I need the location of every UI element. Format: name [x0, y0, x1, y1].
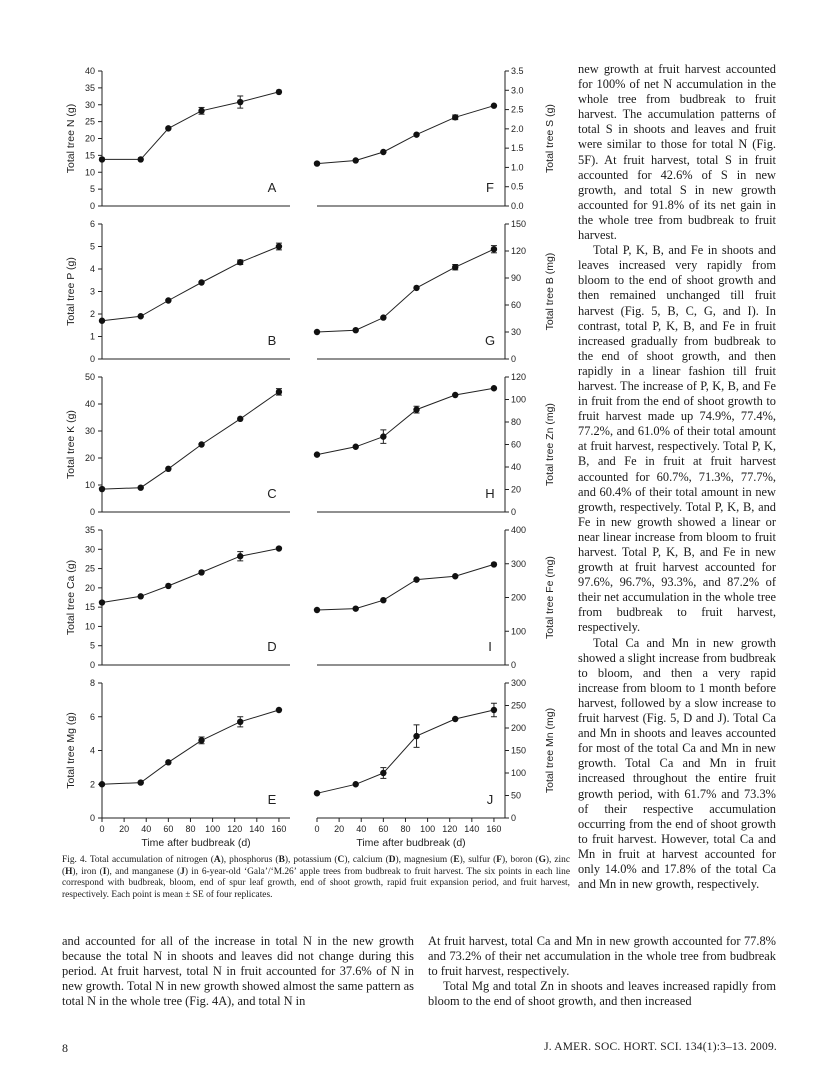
y-tick-label: 300	[511, 558, 527, 569]
y-tick-label: 30	[511, 327, 522, 337]
y-tick-label: 5	[89, 640, 95, 651]
series-line	[102, 92, 279, 159]
y-tick-label: 1	[89, 331, 95, 342]
y-tick-label: 100	[511, 394, 527, 405]
panel-letter: I	[488, 639, 492, 654]
y-tick-label: 1.0	[511, 162, 524, 173]
series-line	[102, 549, 279, 603]
panel-G	[314, 219, 556, 364]
data-point	[237, 553, 243, 559]
y-tick-label: 35	[84, 525, 95, 535]
y-tick-label: 25	[84, 563, 95, 574]
y-tick-label: 90	[511, 273, 522, 283]
x-tick-label: 140	[464, 824, 480, 834]
x-tick-label: 80	[185, 824, 196, 834]
data-point	[491, 561, 497, 567]
data-point	[314, 607, 320, 613]
data-point	[380, 433, 386, 439]
x-tick-label: 40	[356, 824, 367, 834]
y-tick-label: 30	[84, 426, 95, 436]
series-line	[317, 564, 494, 610]
y-tick-label: 30	[84, 544, 95, 555]
y-tick-label: 120	[511, 372, 527, 382]
data-point	[353, 327, 359, 333]
x-tick-label: 80	[400, 824, 411, 834]
data-point	[491, 385, 497, 391]
panel-A	[65, 66, 290, 211]
data-point	[353, 781, 359, 787]
data-point	[198, 737, 204, 743]
y-tick-label: 1.5	[511, 143, 524, 154]
paragraph: At fruit harvest, total Ca and Mn in new growth accounted for 77.8% and 73.2% of their net accumulation in the whole tree from budbreak to fruit harvest, respectively.	[428, 934, 776, 979]
bottom-left-text	[62, 934, 414, 1009]
x-tick-label: 40	[141, 824, 152, 834]
y-tick-label: 40	[84, 399, 95, 409]
data-point	[198, 279, 204, 285]
y-tick-label: 3	[89, 286, 95, 297]
x-tick-label: 100	[205, 824, 221, 834]
y-tick-label: 150	[511, 219, 527, 229]
data-point	[380, 314, 386, 320]
data-point	[353, 444, 359, 450]
y-tick-label: 0	[89, 660, 95, 670]
y-tick-label: 0	[89, 354, 95, 364]
data-point	[380, 770, 386, 776]
paragraph: Total P, K, B, and Fe in shoots and leaves increased very rapidly from bloom to the end of shoot growth and then remained unchanged till fruit harvest (Fig. 5, B, C, G, and I). In contrast, total P, K, B, and Fe in fruit increased gradually from budbreak to the end of shoot growth, and then rapidly in a linear fashion till fruit harvest. The increase of P, K, B, and Fe in fruit from the end of shoot growth to fruit harvest made up 74.9%, 77.4%, 77.2%, and 61.0% of their total amount at fruit harvest, respectively. Total P, K, B, and Fe in fruit at fruit harvest accounted for 60.7%, 71.3%, 77.7%, and 60.4% of their total amount in new growth, respectively. Total P, K, B, and Fe in new growth showed a linear or near linear increase from bloom to fruit harvest. Total P, K, B, and Fe in new growth at fruit harvest accounted for 97.6%, 96.7%, 93.3%, and 87.2% of their net accumulation in the whole tree from budbreak to fruit harvest, respectively.	[578, 243, 776, 635]
y-tick-label: 2	[89, 309, 95, 319]
data-point	[237, 259, 243, 265]
right-text-column	[578, 62, 776, 892]
y-tick-label: 20	[511, 484, 522, 495]
panel-J	[314, 678, 556, 849]
y-tick-label: 250	[511, 700, 527, 711]
data-point	[99, 318, 105, 324]
y-tick-label: 10	[84, 621, 95, 632]
y-tick-label: 40	[511, 462, 522, 472]
data-point	[165, 759, 171, 765]
paragraph: new growth at fruit harvest accounted for 100% of net N accumulation in the whole tree from budbreak to fruit harvest. The accumulation patterns of total S in shoots and leaves and fruit were similar to those for total N (Fig. 5F). At fruit harvest, total S in fruit accounted for 42.6% of S in new growth, and total S in new growth accounted for 91.8% of its net gain in the whole tree from budbreak to fruit harvest.	[578, 62, 776, 243]
y-tick-label: 50	[511, 790, 522, 801]
x-tick-label: 120	[227, 824, 243, 834]
y-tick-label: 100	[511, 626, 527, 637]
data-point	[99, 486, 105, 492]
data-point	[413, 406, 419, 412]
x-tick-label: 160	[486, 824, 502, 834]
y-tick-label: 300	[511, 678, 527, 688]
x-tick-label: 0	[99, 824, 105, 834]
journal-citation: J. AMER. SOC. HORT. SCI. 134(1):3–13. 2009.	[544, 1041, 777, 1053]
x-tick-label: 20	[119, 824, 130, 834]
y-tick-label: 120	[511, 246, 527, 256]
x-tick-label: 20	[334, 824, 345, 834]
y-axis-label: Total tree Mn (mg)	[544, 707, 556, 794]
data-point	[237, 719, 243, 725]
y-tick-label: 15	[84, 602, 95, 613]
y-tick-label: 30	[84, 99, 95, 110]
data-point	[380, 149, 386, 155]
data-point	[198, 108, 204, 114]
y-axis-label: Total tree K (g)	[65, 410, 77, 479]
panel-I	[314, 525, 556, 670]
panel-E	[65, 678, 290, 849]
panel-D	[65, 525, 290, 670]
data-point	[413, 131, 419, 137]
x-tick-label: 60	[163, 824, 174, 834]
series-line	[317, 710, 494, 793]
data-point	[413, 576, 419, 582]
y-tick-label: 80	[511, 417, 522, 427]
y-tick-label: 200	[511, 592, 527, 603]
y-tick-label: 0	[511, 813, 517, 823]
x-tick-label: 140	[249, 824, 265, 834]
x-tick-label: 100	[420, 824, 436, 834]
y-tick-label: 60	[511, 300, 522, 310]
y-tick-label: 400	[511, 525, 527, 535]
y-axis-label: Total tree Zn (mg)	[544, 403, 556, 486]
y-tick-label: 0	[89, 813, 95, 823]
data-point	[452, 573, 458, 579]
figure-caption: Fig. 4. Total accumulation of nitrogen (A), phosphorus (B), potassium (C), calcium (D), magnesium (E), sulfur (F), boron (G), zinc (H), iron (I), and manganese (J) in 6-year-old ‘Gala’/‘M.26’ apple trees from budbreak to fruit harvest. The six points in each line correspond with budbreak, bloom, end of spur leaf growth, end of shoot growth, rapid fruit expansion period, and fruit harvest, respectively. Each point is mean ± SE of four replicates.	[62, 855, 570, 900]
y-tick-label: 25	[84, 116, 95, 127]
data-point	[138, 485, 144, 491]
paragraph: and accounted for all of the increase in total N in the new growth because the total N in shoots and leaves did not change during this period. At fruit harvest, total N in fruit accounted for 37.6% of N in new growth. Total N in new growth showed almost the same pattern as total N in the whole tree (Fig. 4A), and total N in	[62, 934, 414, 1009]
panel-F	[314, 66, 556, 211]
data-point	[165, 125, 171, 131]
paragraph: Total Ca and Mn in new growth showed a slight increase from budbreak to bloom, and then a very rapid increase from bloom to 1 month before harvest, followed by a slow increase to fruit harvest (Fig. 5, D and J). Total Ca and Mn in shoots and leaves accounted for most of the total Ca and Mn in new growth. Total Ca and Mn in fruit increased throughout the entire fruit growth period, with 61.7% and 73.3% of their respective accumulation occurring from the end of shoot growth to fruit harvest. However, total Ca and Mn in fruit at harvest accounted for only 14.0% and 17.8% of the total Ca and Mn in new growth, respectively.	[578, 635, 776, 892]
y-tick-label: 6	[89, 219, 95, 229]
data-point	[491, 103, 497, 109]
panel-letter: H	[485, 486, 495, 501]
y-tick-label: 4	[89, 745, 95, 756]
y-tick-label: 2.5	[511, 104, 524, 115]
y-tick-label: 50	[84, 372, 95, 382]
y-tick-label: 0	[89, 201, 95, 211]
data-point	[353, 157, 359, 163]
data-point	[314, 790, 320, 796]
y-tick-label: 20	[84, 453, 95, 463]
y-tick-label: 10	[84, 167, 95, 178]
panel-letter: B	[267, 333, 277, 348]
panel-letter: D	[267, 639, 277, 654]
data-point	[491, 246, 497, 252]
y-tick-label: 6	[89, 711, 95, 722]
y-tick-label: 0	[511, 507, 517, 517]
y-axis-label: Total tree B (mg)	[544, 252, 556, 331]
data-point	[99, 781, 105, 787]
y-tick-label: 0.5	[511, 181, 524, 192]
y-tick-label: 5	[89, 241, 95, 252]
caption-lead: Fig. 4. Total accumulation of nitrogen (	[62, 855, 214, 865]
y-tick-label: 10	[84, 480, 95, 490]
panel-letter: C	[267, 486, 277, 501]
data-point	[452, 392, 458, 398]
data-point	[380, 597, 386, 603]
series-line	[102, 247, 279, 321]
y-tick-label: 2	[89, 779, 95, 790]
series-line	[317, 106, 494, 164]
bottom-right-text	[428, 934, 776, 1009]
data-point	[276, 545, 282, 551]
data-point	[138, 779, 144, 785]
y-tick-label: 0	[511, 660, 517, 670]
data-point	[452, 716, 458, 722]
data-point	[138, 313, 144, 319]
data-point	[276, 243, 282, 249]
y-tick-label: 20	[84, 133, 95, 144]
page-number: 8	[62, 1041, 68, 1055]
series-line	[317, 388, 494, 454]
data-point	[165, 583, 171, 589]
y-axis-label: Total tree Fe (mg)	[544, 556, 556, 639]
data-point	[413, 285, 419, 291]
panel-letter: F	[486, 180, 494, 195]
y-axis-label: Total tree N (g)	[65, 103, 77, 174]
paragraph: Total Mg and total Zn in shoots and leaves increased rapidly from bloom to the end of shoot growth, and then increased	[428, 979, 776, 1009]
panel-letter: J	[486, 792, 494, 807]
y-axis-label: Total tree Ca (g)	[65, 559, 77, 636]
data-point	[276, 707, 282, 713]
data-point	[165, 466, 171, 472]
x-tick-label: 120	[442, 824, 458, 834]
data-point	[165, 297, 171, 303]
panel-C	[65, 372, 290, 517]
x-axis-label: Time after budbreak (d)	[356, 837, 466, 849]
data-point	[237, 99, 243, 105]
panel-letter: G	[484, 333, 496, 348]
panel-H	[314, 372, 556, 517]
data-point	[138, 593, 144, 599]
data-point	[198, 569, 204, 575]
panel-B	[65, 219, 290, 364]
y-tick-label: 0.0	[511, 201, 524, 211]
y-axis-label: Total tree S (g)	[544, 104, 556, 173]
y-tick-label: 20	[84, 582, 95, 593]
data-point	[276, 89, 282, 95]
data-point	[452, 114, 458, 120]
data-point	[314, 160, 320, 166]
y-tick-label: 3.5	[511, 66, 524, 76]
y-axis-label: Total tree Mg (g)	[65, 712, 77, 789]
y-tick-label: 100	[511, 768, 527, 778]
y-tick-label: 200	[511, 723, 527, 733]
y-tick-label: 150	[511, 745, 527, 756]
y-tick-label: 5	[89, 184, 95, 195]
y-tick-label: 40	[84, 66, 95, 76]
y-tick-label: 60	[511, 439, 522, 450]
panel-letter: E	[267, 792, 277, 807]
data-point	[314, 451, 320, 457]
y-tick-label: 15	[84, 150, 95, 161]
caption-tail: ) in 6-year-old ‘Gala’/‘M.26’ apple trees from budbreak to fruit harvest. The six points in each line correspond with budbreak, bloom, end of spur leaf growth, end of shoot growth, rapid fruit expansion period, and fruit harvest, respectively. Each point is mean ± SE of four replicates.	[62, 866, 570, 900]
y-tick-label: 0	[511, 354, 517, 364]
data-point	[99, 599, 105, 605]
x-tick-label: 60	[378, 824, 389, 834]
x-tick-label: 160	[271, 824, 287, 834]
y-tick-label: 2.0	[511, 123, 524, 134]
y-tick-label: 4	[89, 264, 95, 274]
data-point	[276, 389, 282, 395]
data-point	[491, 707, 497, 713]
x-axis-label: Time after budbreak (d)	[141, 837, 251, 849]
data-point	[99, 156, 105, 162]
data-point	[138, 156, 144, 162]
data-point	[198, 441, 204, 447]
y-tick-label: 35	[84, 82, 95, 93]
panel-letter: A	[267, 180, 277, 195]
y-axis-label: Total tree P (g)	[65, 257, 77, 326]
y-tick-label: 3.0	[511, 85, 524, 96]
y-tick-label: 8	[89, 678, 95, 688]
data-point	[452, 264, 458, 270]
series-line	[102, 392, 279, 489]
data-point	[353, 605, 359, 611]
data-point	[413, 733, 419, 739]
series-line	[317, 249, 494, 332]
series-line	[102, 710, 279, 784]
data-point	[237, 416, 243, 422]
y-tick-label: 0	[89, 507, 95, 517]
data-point	[314, 329, 320, 335]
x-tick-label: 0	[314, 824, 320, 834]
